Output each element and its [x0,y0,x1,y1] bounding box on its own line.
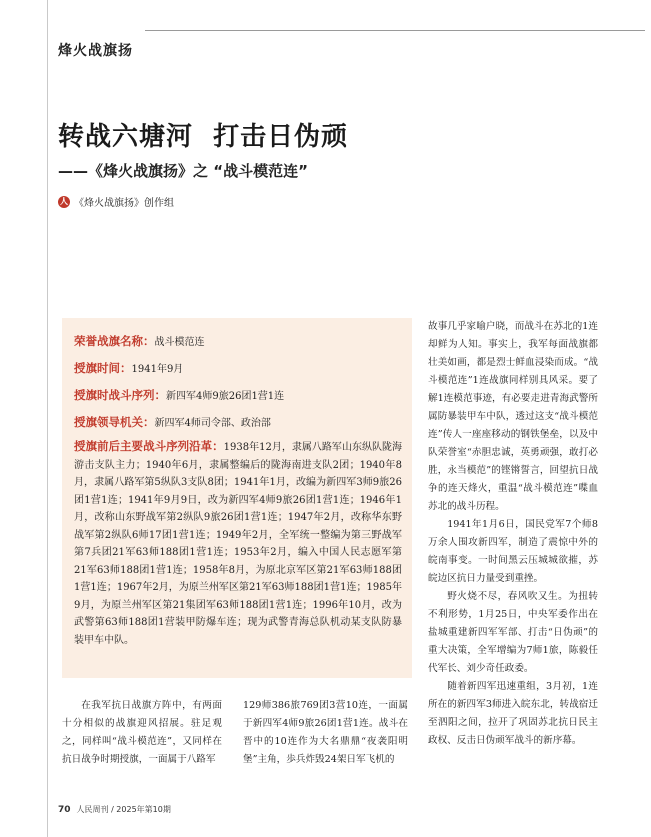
byline [58,194,174,209]
body-column-2 [243,697,408,769]
publication-info: 人民周刊 / 2025年第10期 [76,805,171,814]
paragraph: 在我军抗日战旗方阵中，有两面十分相似的战旗迎风招展。驻足观之，同样叫“战斗模范连”，又同样在抗日战争时期授旗，一面属于八路军 [62,700,222,765]
section-label: 烽火战旗扬 [58,43,133,59]
paragraph: 随着新四军迅速重组，3月初，1连所在的新四军3师进入皖东北，转战宿迁至泗阳之间，拉开了巩固苏北抗日民主政权、反击日伪顽军战斗的新序幕。 [428,681,598,746]
header-rule [145,30,645,31]
paragraph: 1941年1月6日，国民党军7个师8万余人围攻新四军，制造了震惊中外的皖南事变。一时间黑云压城城欲摧，苏皖边区抗日力量受到重挫。 [428,519,598,584]
info-row-battle-order [74,384,402,403]
info-key: 授旗前后主要战斗序列沿革： [74,439,224,453]
byline-logo-icon: 人 [60,197,68,206]
body-column-3 [428,318,598,750]
info-value: 战斗模范连 [154,337,205,348]
body-column-1 [62,697,222,769]
info-row-history [74,438,402,649]
info-value: 1941年9月 [131,364,184,375]
page-footer [58,804,171,815]
paragraph: 故事几乎家喻户晓，而战斗在苏北的1连却鲜为人知。事实上，我军每面战旗都壮美如画，都是烈士鲜血浸染而成。“战斗模范连”1连战旗同样别具风采。要了解1连模范事迹，有必要走进青海武警所属防暴装甲车中队，透过这支“战斗模范连”传人一座座移动的钢铁堡垒，以及中队荣誉室“赤胆忠诚，英勇顽强，敢打必胜，永当模范”的铿锵誓言，回望抗日战争的连天烽火，重温“战斗模范连”喋血苏北的战斗历程。 [428,321,598,512]
info-row-flag-name [74,330,402,349]
info-row-award-date [74,357,402,376]
info-key: 授旗时战斗序列： [74,388,166,402]
paragraph: 129师386旅769团3营10连，一面属于新四军4师9旅26团1营1连。战斗在晋中的10连作为大名鼎鼎“夜袭阳明堡”主角，歩兵炸毁24架日军飞机的 [243,700,408,765]
info-value: 1938年12月，隶属八路军山东纵队陇海游击支队主力；1940年6月，隶属整编后的陇海南进支队2团；1940年8月，隶属八路军第5纵队3支队8团；1941年1月，改编为新四军3师9旅26团1营1连；1941年9月9日，改为新四军4师9旅26团1营1连；1946年1月，改称山东野战军第2纵队9旅26团1营1连；1947年2月，改称华东野战军第2纵队6师17团1营1连；1949年2月，全军统一整编为第三野战军第7兵团21军63师188团1营1连；1953年2月，编入中国人民志愿军第21军63师188团1营1连；1958年8月，为原北京军区第21军63师188团1营1连；1967年2月，为原兰州军区第21军63师188团1营1连；1985年9月，为原兰州军区第21集团军63师188团1营1连；1996年10月，改为武警第63师188团1营装甲防爆车连；现为武警青海总队机动某支队防暴装甲车中队。 [74,442,402,646]
article-title: 转战六塘河 打击日伪顽 [58,122,349,152]
info-key: 授旗时间： [74,361,132,375]
info-value: 新四军4师司令部、政治部 [154,418,271,429]
byline-text: 《烽火战旗扬》创作组 [74,198,174,209]
info-row-authority [74,411,402,430]
info-key: 授旗领导机关： [74,415,155,429]
article-subtitle: ——《烽火战旗扬》之 “战斗模范连” [58,162,308,180]
info-key: 荣誉战旗名称： [74,334,155,348]
margin-rule [47,0,48,837]
info-value: 新四军4师9旅26团1营1连 [166,391,285,402]
paragraph: 野火烧不尽，春风吹又生。为扭转不利形势，1月25日，中央军委作出在盐城重建新四军军部、打击“日伪顽”的重大决策，全军增编为7师1旅，陈毅任代军长、刘少奇任政委。 [428,591,598,674]
honor-info-box [62,318,412,678]
page-number: 70 [58,804,71,815]
